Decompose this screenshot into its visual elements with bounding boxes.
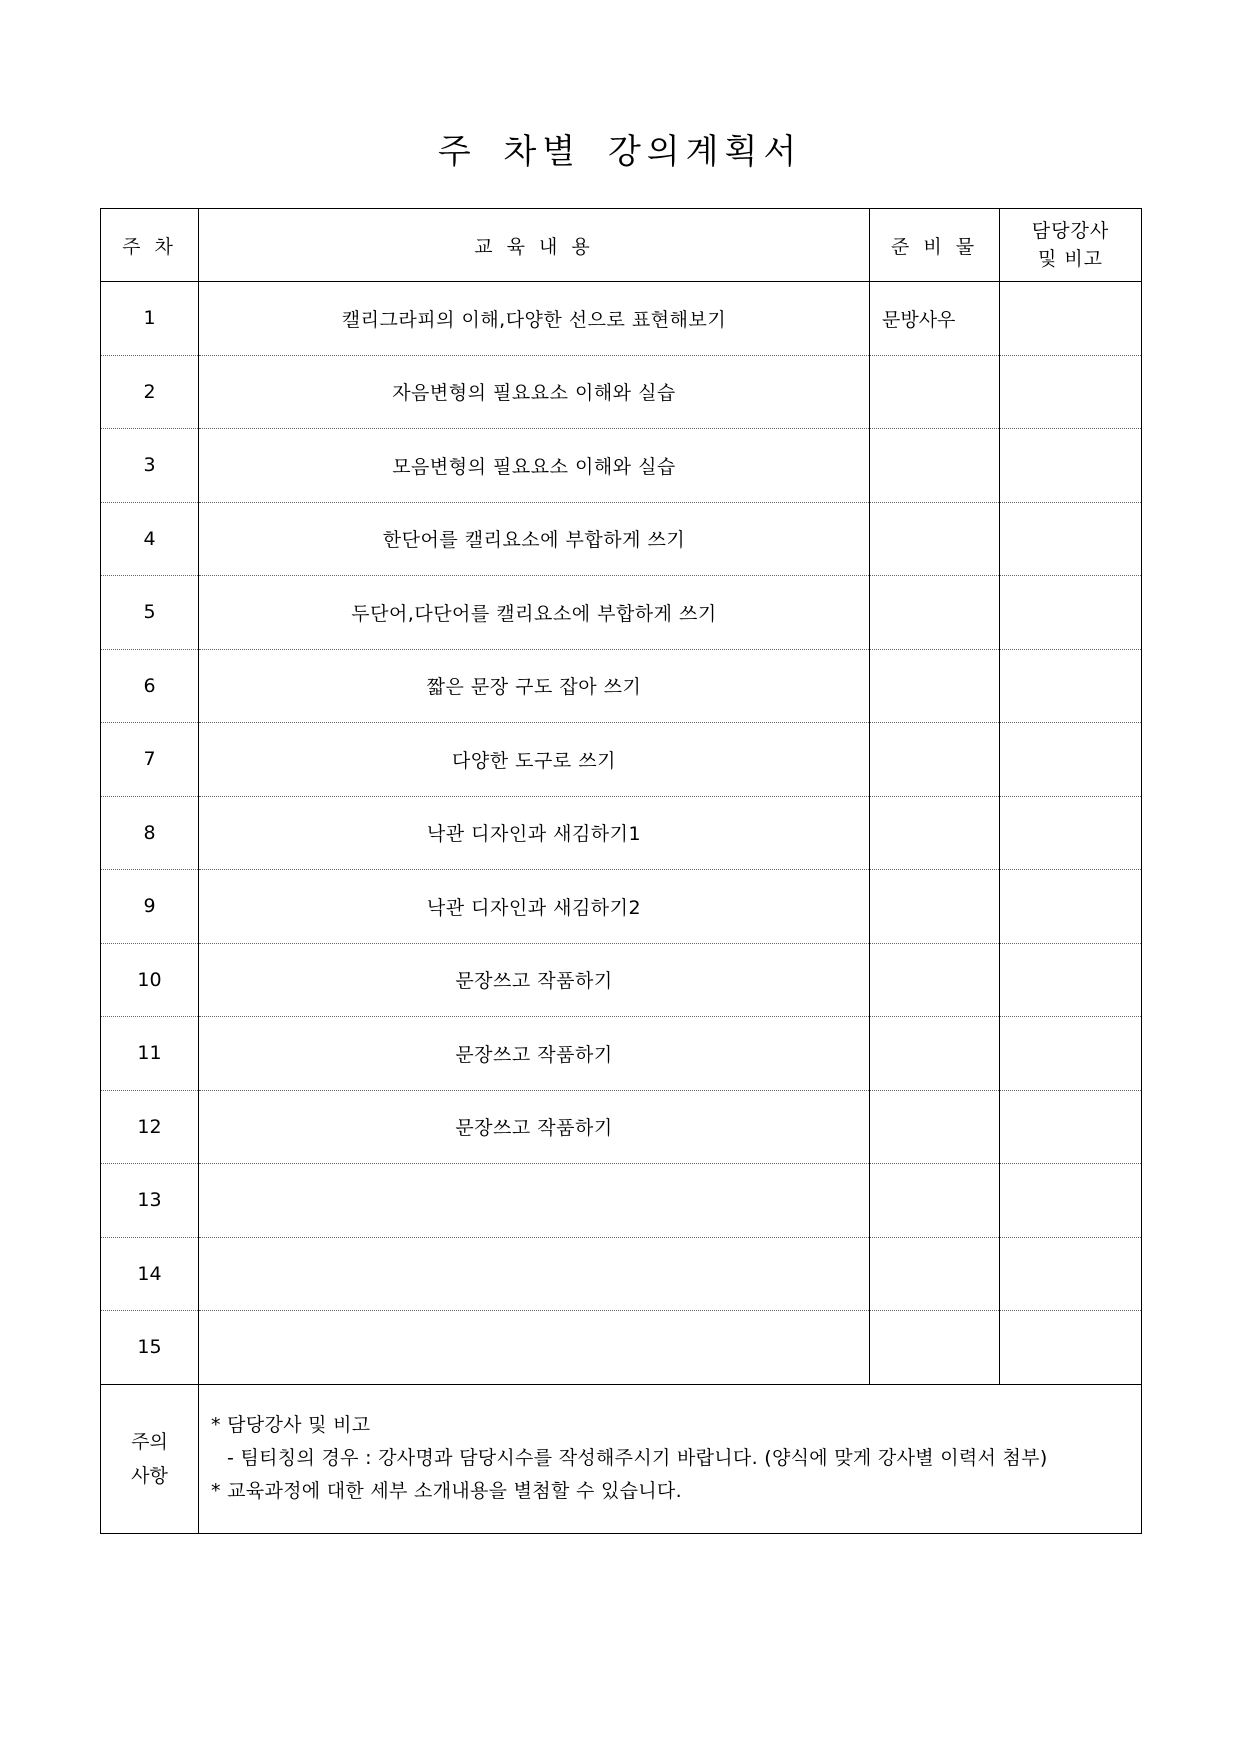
table-row [101, 1311, 1142, 1385]
table-row [101, 282, 1142, 356]
cell-content [199, 1311, 870, 1385]
cell-note [1000, 1311, 1142, 1385]
cell-week: 9 [101, 870, 199, 944]
cell-week: 13 [101, 1164, 199, 1238]
cell-prep [870, 502, 1000, 576]
cell-content: 두단어,다단어를 캘리요소에 부합하게 쓰기 [199, 576, 870, 650]
cell-note [1000, 1017, 1142, 1091]
cell-week: 14 [101, 1237, 199, 1311]
cell-prep [870, 796, 1000, 870]
header-content: 교 육 내 용 [199, 209, 870, 282]
header-week: 주 차 [101, 209, 199, 282]
table-row [101, 502, 1142, 576]
table-row [101, 943, 1142, 1017]
cell-content: 캘리그라피의 이해,다양한 선으로 표현해보기 [199, 282, 870, 356]
cell-note [1000, 502, 1142, 576]
header-prep: 준 비 물 [870, 209, 1000, 282]
cell-content: 문장쓰고 작품하기 [199, 1090, 870, 1164]
cell-prep [870, 1090, 1000, 1164]
cell-content [199, 1164, 870, 1238]
cell-prep [870, 723, 1000, 797]
cell-week: 6 [101, 649, 199, 723]
cell-content: 문장쓰고 작품하기 [199, 943, 870, 1017]
cell-prep [870, 576, 1000, 650]
cell-prep [870, 1237, 1000, 1311]
header-instructor-line2: 및 비고 [1037, 248, 1104, 270]
cell-content [199, 1237, 870, 1311]
header-instructor [1000, 209, 1142, 282]
cell-prep [870, 1017, 1000, 1091]
cell-prep [870, 429, 1000, 503]
table-row [101, 1017, 1142, 1091]
cell-note [1000, 870, 1142, 944]
cell-week: 2 [101, 355, 199, 429]
table-row [101, 355, 1142, 429]
cell-week: 5 [101, 576, 199, 650]
cell-content: 모음변형의 필요요소 이해와 실습 [199, 429, 870, 503]
cell-week: 4 [101, 502, 199, 576]
cell-week: 7 [101, 723, 199, 797]
notes-label-line2: 사항 [131, 1464, 168, 1487]
table-row [101, 576, 1142, 650]
cell-prep [870, 1311, 1000, 1385]
cell-note [1000, 355, 1142, 429]
cell-note [1000, 429, 1142, 503]
cell-content: 자음변형의 필요요소 이해와 실습 [199, 355, 870, 429]
cell-prep [870, 649, 1000, 723]
cell-note [1000, 796, 1142, 870]
table-row [101, 870, 1142, 944]
header-row [101, 209, 1142, 282]
table-row [101, 1237, 1142, 1311]
table-row [101, 649, 1142, 723]
cell-week: 11 [101, 1017, 199, 1091]
lecture-plan-table [100, 208, 1142, 1534]
cell-note [1000, 576, 1142, 650]
cell-prep [870, 355, 1000, 429]
table-row [101, 1164, 1142, 1238]
cell-prep [870, 870, 1000, 944]
notes-row [101, 1384, 1142, 1533]
header-instructor-line1: 담당강사 [1031, 220, 1110, 242]
cell-note [1000, 943, 1142, 1017]
cell-week: 3 [101, 429, 199, 503]
cell-content: 낙관 디자인과 새김하기2 [199, 870, 870, 944]
table-row [101, 429, 1142, 503]
cell-content: 문장쓰고 작품하기 [199, 1017, 870, 1091]
note-line: - 팀티칭의 경우 : 강사명과 담당시수를 작성해주시기 바랍니다. (양식에 맞게 강사별 이력서 첨부) [227, 1447, 1048, 1469]
notes-label [101, 1384, 199, 1533]
cell-week: 8 [101, 796, 199, 870]
cell-week: 12 [101, 1090, 199, 1164]
table-row [101, 723, 1142, 797]
cell-content: 한단어를 캘리요소에 부합하게 쓰기 [199, 502, 870, 576]
cell-note [1000, 282, 1142, 356]
cell-note [1000, 1164, 1142, 1238]
cell-prep [870, 1164, 1000, 1238]
notes-body [199, 1384, 1142, 1533]
cell-content: 다양한 도구로 쓰기 [199, 723, 870, 797]
cell-prep [870, 943, 1000, 1017]
cell-content: 짧은 문장 구도 잡아 쓰기 [199, 649, 870, 723]
table-row [101, 796, 1142, 870]
table-row [101, 1090, 1142, 1164]
cell-note [1000, 649, 1142, 723]
cell-content: 낙관 디자인과 새김하기1 [199, 796, 870, 870]
cell-week: 1 [101, 282, 199, 356]
cell-note [1000, 723, 1142, 797]
cell-note [1000, 1090, 1142, 1164]
cell-note [1000, 1237, 1142, 1311]
cell-prep: 문방사우 [870, 282, 1000, 356]
cell-week: 15 [101, 1311, 199, 1385]
page-title: 주 차별 강의계획서 [437, 132, 803, 172]
note-line: * 담당강사 및 비고 [211, 1414, 371, 1436]
notes-label-line1: 주의 [131, 1430, 168, 1453]
note-line: * 교육과정에 대한 세부 소개내용을 별첨할 수 있습니다. [211, 1480, 682, 1502]
cell-week: 10 [101, 943, 199, 1017]
